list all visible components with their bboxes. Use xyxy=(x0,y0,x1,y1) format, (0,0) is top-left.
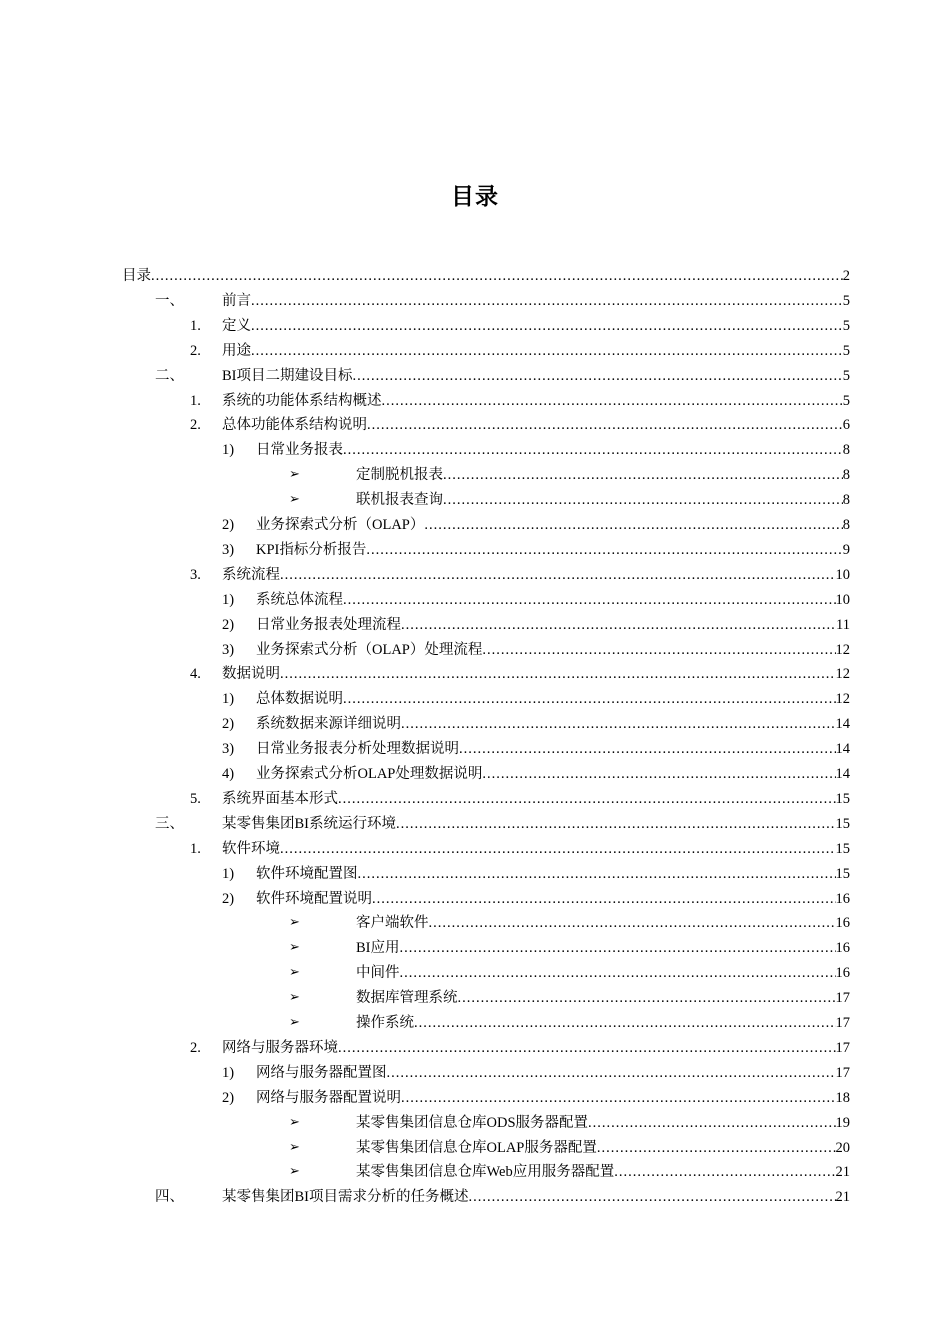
toc-entry-number: 2. xyxy=(190,1039,201,1056)
dot-leader xyxy=(443,463,843,487)
dot-leader xyxy=(366,538,842,562)
toc-entry-number: 3) xyxy=(222,741,235,758)
toc-entry-label: 软件环境配置图 xyxy=(256,865,358,882)
arrow-bullet-icon: ➢ xyxy=(289,1139,300,1155)
toc-entry-page-number: 17 xyxy=(835,990,850,1007)
page-title: 目录 xyxy=(451,184,499,210)
toc-entry-label: 网络与服务器配置说明 xyxy=(256,1089,401,1106)
arrow-bullet-icon: ➢ xyxy=(289,990,300,1006)
toc-entry-number: 4. xyxy=(190,666,201,683)
toc-entry[interactable] xyxy=(0,613,950,637)
dot-leader xyxy=(588,1111,835,1135)
dot-leader xyxy=(443,488,843,512)
toc-entry[interactable] xyxy=(0,1111,950,1135)
dot-leader xyxy=(458,986,836,1010)
toc-entry-label: 软件环境配置说明 xyxy=(256,890,372,907)
dot-leader xyxy=(382,389,843,413)
toc-entry-page-number: 5 xyxy=(842,342,850,359)
toc-entry[interactable] xyxy=(0,662,950,686)
dot-leader xyxy=(597,1136,836,1160)
toc-entry-label: 系统流程 xyxy=(222,566,280,583)
arrow-bullet-icon: ➢ xyxy=(289,492,300,508)
toc-entry[interactable] xyxy=(0,1061,950,1085)
dot-leader xyxy=(401,1086,836,1110)
toc-entry-number: 2) xyxy=(222,517,235,533)
dot-leader xyxy=(424,513,842,537)
toc-entry[interactable] xyxy=(0,389,950,413)
toc-entry[interactable] xyxy=(0,264,950,288)
toc-entry[interactable] xyxy=(0,986,950,1010)
toc-entry-label: 用途 xyxy=(222,342,251,359)
toc-entry[interactable] xyxy=(0,762,950,786)
toc-entry-page-number: 12 xyxy=(835,666,850,683)
toc-entry-number: 3. xyxy=(190,566,201,583)
toc-entry-page-number: 18 xyxy=(835,1089,850,1106)
toc-entry-number: 2. xyxy=(190,342,201,359)
dot-leader xyxy=(251,289,843,313)
toc-entry-page-number: 6 xyxy=(842,417,850,434)
toc-entry-number: 二、 xyxy=(155,367,184,384)
toc-entry[interactable] xyxy=(0,1185,950,1209)
toc-entry-number: 3) xyxy=(222,541,235,558)
arrow-bullet-icon: ➢ xyxy=(289,965,300,981)
toc-entry-page-number: 8 xyxy=(842,517,850,533)
dot-leader xyxy=(251,339,843,363)
toc-entry[interactable] xyxy=(0,289,950,313)
toc-entry-page-number: 5 xyxy=(842,292,850,309)
toc-entry-page-number: 19 xyxy=(835,1114,850,1131)
toc-entry[interactable] xyxy=(0,314,950,338)
toc-entry[interactable] xyxy=(0,538,950,562)
toc-entry-page-number: 21 xyxy=(835,1189,850,1206)
toc-entry[interactable] xyxy=(0,911,950,935)
toc-entry-page-number: 17 xyxy=(835,1064,850,1081)
toc-entry-label: 业务探索式分析（OLAP）处理流程 xyxy=(256,641,483,658)
dot-leader xyxy=(367,413,843,437)
toc-entry[interactable] xyxy=(0,463,950,487)
toc-entry-label: 业务探索式分析（OLAP） xyxy=(256,517,425,533)
toc-entry[interactable] xyxy=(0,1160,950,1184)
toc-entry-number: 一、 xyxy=(155,292,184,309)
toc-entry-label: 数据库管理系统 xyxy=(356,990,458,1007)
toc-entry-label: 数据说明 xyxy=(222,666,280,683)
dot-leader xyxy=(343,438,843,462)
toc-entry-label: 某零售集团BI系统运行环境 xyxy=(222,815,396,832)
toc-entry-page-number: 16 xyxy=(835,965,850,982)
toc-entry-page-number: 9 xyxy=(842,541,850,558)
dot-leader xyxy=(396,812,836,836)
toc-entry-number: 1) xyxy=(222,691,235,708)
toc-entry-page-number: 20 xyxy=(835,1139,850,1156)
toc-entry-label: 软件环境 xyxy=(222,840,280,857)
toc-entry-number: 1. xyxy=(190,840,201,857)
toc-entry-page-number: 14 xyxy=(835,741,850,758)
toc-entry-label: 目录 xyxy=(122,268,151,284)
toc-entry-number: 4) xyxy=(222,766,235,782)
dot-leader xyxy=(401,613,836,637)
toc-entry-number: 1) xyxy=(222,865,235,882)
dot-leader xyxy=(343,588,836,612)
toc-entry-label: 网络与服务器配置图 xyxy=(256,1064,387,1081)
toc-entry-page-number: 16 xyxy=(835,890,850,907)
dot-leader xyxy=(151,264,843,288)
toc-entry-page-number: 10 xyxy=(835,566,850,583)
toc-entry[interactable] xyxy=(0,588,950,612)
dot-leader xyxy=(280,563,836,587)
toc-entry-number: 2. xyxy=(190,417,201,434)
dot-leader xyxy=(358,862,836,886)
dot-leader xyxy=(401,712,836,736)
toc-entry-page-number: 12 xyxy=(835,691,850,708)
toc-entry-page-number: 12 xyxy=(835,641,850,658)
toc-entry-page-number: 8 xyxy=(842,442,850,459)
toc-entry-page-number: 21 xyxy=(835,1164,850,1181)
toc-entry-label: 系统总体流程 xyxy=(256,591,343,608)
toc-entry[interactable] xyxy=(0,887,950,911)
toc-entry-number: 1. xyxy=(190,392,201,409)
arrow-bullet-icon: ➢ xyxy=(289,1015,300,1030)
toc-entry-label: 系统的功能体系结构概述 xyxy=(222,392,382,409)
toc-entry-number: 3) xyxy=(222,641,235,658)
toc-entry-label: 日常业务报表处理流程 xyxy=(256,616,401,633)
toc-entry[interactable] xyxy=(0,364,950,388)
toc-entry-page-number: 15 xyxy=(835,790,850,807)
toc-entry[interactable] xyxy=(0,961,950,985)
toc-entry-label: 业务探索式分析OLAP处理数据说明 xyxy=(256,766,483,782)
dot-leader xyxy=(372,887,836,911)
toc-entry-number: 2) xyxy=(222,1089,235,1106)
toc-entry-number: 1) xyxy=(222,591,235,608)
toc-entry[interactable] xyxy=(0,438,950,462)
dot-leader xyxy=(400,961,836,985)
toc-entry-page-number: 5 xyxy=(842,392,850,409)
toc-entry-label: 系统界面基本形式 xyxy=(222,790,338,807)
toc-entry[interactable] xyxy=(0,862,950,886)
toc-entry-number: 2) xyxy=(222,890,235,907)
toc-entry-page-number: 8 xyxy=(842,492,850,509)
toc-entry[interactable] xyxy=(0,488,950,512)
toc-entry[interactable] xyxy=(0,787,950,811)
toc-entry-page-number: 17 xyxy=(835,1039,850,1056)
toc-entry[interactable] xyxy=(0,1011,950,1035)
toc-entry-page-number: 5 xyxy=(842,367,850,384)
toc-entry-page-number: 2 xyxy=(842,268,850,284)
toc-entry-page-number: 16 xyxy=(835,940,850,957)
toc-entry[interactable] xyxy=(0,812,950,836)
toc-entry-number: 四、 xyxy=(155,1189,184,1206)
dot-leader xyxy=(343,687,836,711)
toc-entry[interactable] xyxy=(0,339,950,363)
toc-entry-page-number: 10 xyxy=(835,591,850,608)
toc-entry-number: 2) xyxy=(222,716,235,733)
dot-leader xyxy=(469,1185,836,1209)
toc-entry-number: 5. xyxy=(190,790,201,807)
toc-entry-page-number: 8 xyxy=(842,467,850,484)
toc-entry-page-number: 14 xyxy=(835,716,850,733)
toc-entry-number: 1. xyxy=(190,317,201,334)
toc-entry-page-number: 15 xyxy=(835,865,850,882)
arrow-bullet-icon: ➢ xyxy=(289,940,300,956)
toc-entry-number: 三、 xyxy=(155,815,184,832)
toc-entry-label: 定制脱机报表 xyxy=(356,467,443,484)
toc-entry[interactable] xyxy=(0,737,950,761)
toc-entry[interactable] xyxy=(0,413,950,437)
toc-entry-label: 操作系统 xyxy=(356,1015,414,1031)
toc-entry-label: 某零售集团信息仓库Web应用服务器配置 xyxy=(356,1164,615,1181)
toc-entry-page-number: 11 xyxy=(836,616,850,633)
toc-entry[interactable] xyxy=(0,837,950,861)
toc-entry-label: KPI指标分析报告 xyxy=(256,541,367,558)
toc-entry[interactable] xyxy=(0,563,950,587)
toc-entry-page-number: 5 xyxy=(842,317,850,334)
dot-leader xyxy=(400,936,836,960)
dot-leader xyxy=(280,662,836,686)
toc-entry-label: BI项目二期建设目标 xyxy=(222,367,353,384)
toc-entry[interactable] xyxy=(0,1136,950,1160)
dot-leader xyxy=(387,1061,836,1085)
toc-entry[interactable] xyxy=(0,638,950,662)
toc-entry-label: 日常业务报表分析处理数据说明 xyxy=(256,741,459,758)
toc-entry-label: 定义 xyxy=(222,317,251,334)
toc-entry[interactable] xyxy=(0,712,950,736)
toc-entry-label: 客户端软件 xyxy=(356,915,429,932)
toc-entry-label: 总体数据说明 xyxy=(256,691,343,708)
toc-entry[interactable] xyxy=(0,513,950,537)
toc-entry-page-number: 15 xyxy=(835,815,850,832)
arrow-bullet-icon: ➢ xyxy=(289,915,300,931)
arrow-bullet-icon: ➢ xyxy=(289,1164,300,1180)
toc-entry-label: 前言 xyxy=(222,292,251,309)
toc-entry-label: BI应用 xyxy=(356,940,400,957)
toc-entry-label: 系统数据来源详细说明 xyxy=(256,716,401,733)
toc-entry[interactable] xyxy=(0,1036,950,1060)
toc-entry-label: 联机报表查询 xyxy=(356,492,443,509)
arrow-bullet-icon: ➢ xyxy=(289,467,300,483)
dot-leader xyxy=(482,638,835,662)
toc-entry[interactable] xyxy=(0,1086,950,1110)
dot-leader xyxy=(429,911,836,935)
toc-entry-label: 网络与服务器环境 xyxy=(222,1039,338,1056)
toc-entry-number: 1) xyxy=(222,1064,235,1081)
dot-leader xyxy=(280,837,836,861)
toc-entry-label: 某零售集团信息仓库OLAP服务器配置 xyxy=(356,1139,597,1156)
dot-leader xyxy=(338,787,836,811)
toc-entry-page-number: 14 xyxy=(835,766,850,782)
toc-entry-label: 某零售集团信息仓库ODS服务器配置 xyxy=(356,1114,589,1131)
toc-entry[interactable] xyxy=(0,687,950,711)
toc-entry[interactable] xyxy=(0,936,950,960)
dot-leader xyxy=(614,1160,835,1184)
toc-entry-label: 总体功能体系结构说明 xyxy=(222,417,367,434)
toc-entry-page-number: 16 xyxy=(835,915,850,932)
toc-entry-label: 某零售集团BI项目需求分析的任务概述 xyxy=(222,1189,469,1206)
arrow-bullet-icon: ➢ xyxy=(289,1114,300,1130)
toc-entry-number: 2) xyxy=(222,616,235,633)
dot-leader xyxy=(251,314,843,338)
toc-entry-label: 中间件 xyxy=(356,965,400,982)
toc-entry-number: 1) xyxy=(222,442,235,459)
toc-entry-label: 日常业务报表 xyxy=(256,442,343,459)
dot-leader xyxy=(338,1036,836,1060)
dot-leader xyxy=(459,737,836,761)
dot-leader xyxy=(482,762,835,786)
dot-leader xyxy=(353,364,843,388)
toc-entry-page-number: 15 xyxy=(835,840,850,857)
toc-entry-page-number: 17 xyxy=(835,1015,850,1031)
dot-leader xyxy=(414,1011,836,1035)
